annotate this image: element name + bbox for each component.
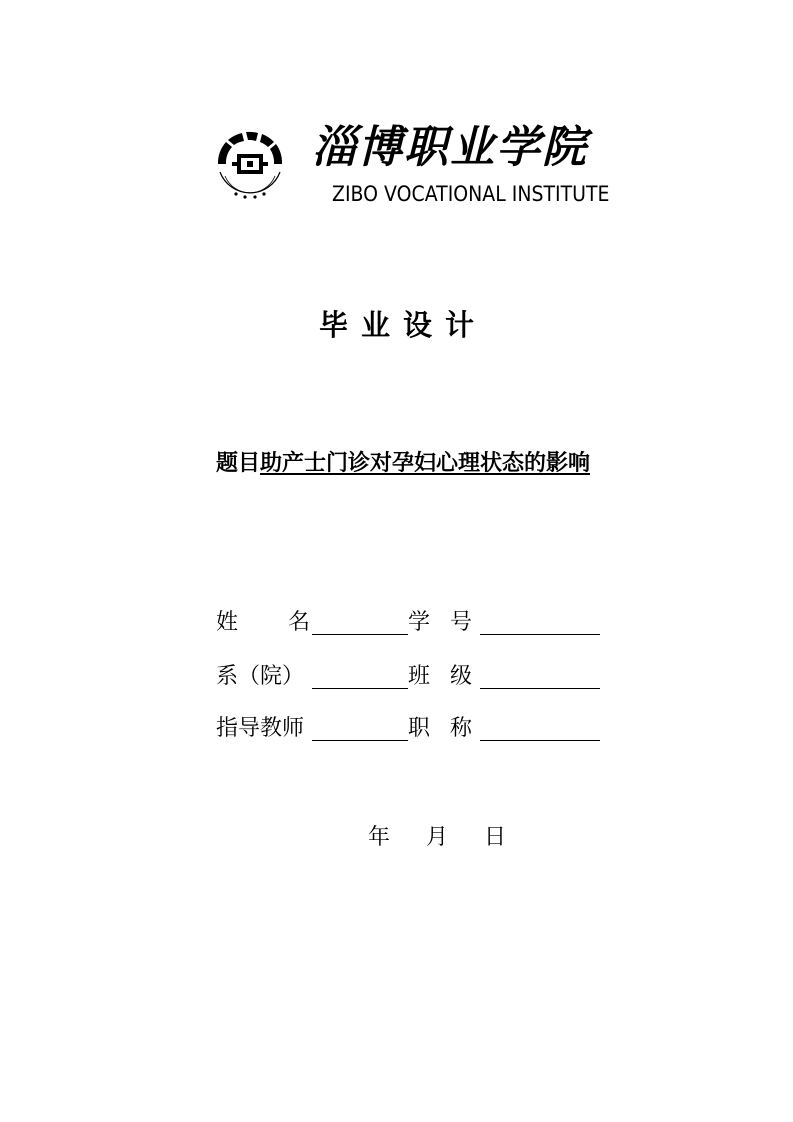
advisor-label: 指导教师 (216, 716, 305, 741)
info-row-advisor (216, 712, 600, 746)
day-label: 日 (484, 825, 507, 850)
name-field[interactable] (312, 608, 408, 635)
name-label: 姓名 (216, 610, 361, 635)
year-label: 年 (368, 825, 391, 850)
advisor-field[interactable] (312, 714, 408, 741)
student-id-label: 学号 (408, 610, 493, 635)
school-emblem-icon (212, 126, 288, 204)
topic-value: 助产士门诊对孕妇心理状态的影响 (260, 451, 591, 476)
school-name-english: ZIBO VOCATIONAL INSTITUTE (332, 182, 610, 206)
job-title-label: 职称 (408, 716, 493, 741)
department-field[interactable] (312, 662, 408, 689)
info-row-department (216, 660, 600, 694)
class-field[interactable] (480, 662, 600, 689)
document-title: 毕业设计 (318, 308, 487, 342)
info-row-name (216, 606, 600, 640)
date-line (368, 822, 506, 854)
school-name-chinese: 淄博职业学院 (312, 122, 588, 173)
job-title-field[interactable] (480, 714, 600, 741)
topic-line (216, 448, 590, 480)
department-label: 系（院） (216, 664, 305, 689)
topic-label: 题目 (216, 451, 261, 476)
student-id-field[interactable] (480, 608, 600, 635)
month-label: 月 (426, 825, 449, 850)
class-label: 班级 (408, 664, 493, 689)
